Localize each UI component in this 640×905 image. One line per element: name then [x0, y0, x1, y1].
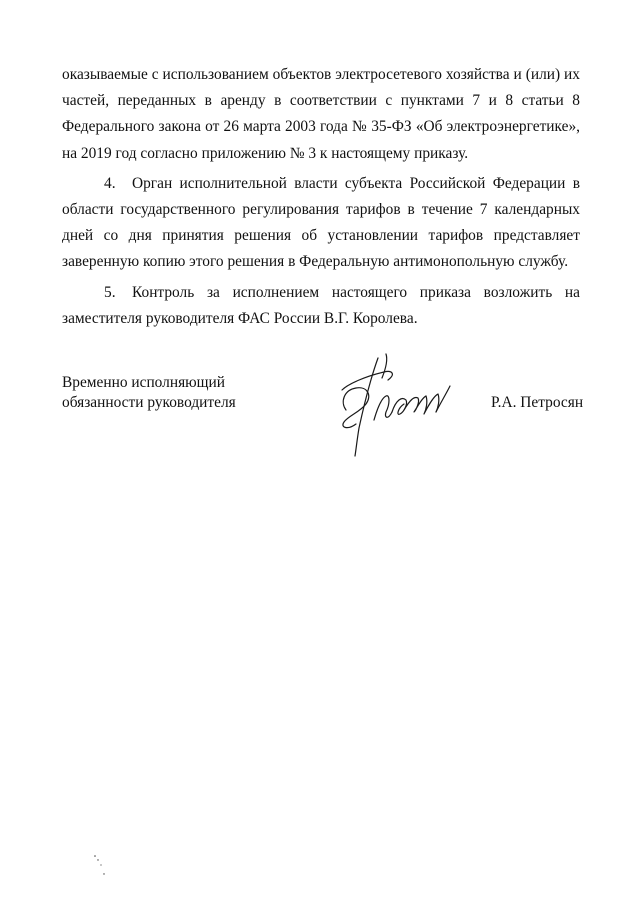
signatory-title [62, 373, 236, 413]
numbered-paragraph-4 [62, 171, 580, 276]
paragraph-text: Контроль за исполнением настоящего приказа возложить на заместителя руководителя ФАС России В.Г. Королева. [62, 283, 580, 327]
scan-specks [90, 850, 120, 880]
document-body [62, 62, 580, 332]
signatory-name: Р.А. Петросян [491, 394, 584, 411]
numbered-paragraph-5 [62, 280, 580, 332]
handwritten-signature [326, 350, 456, 460]
paragraph-text: Орган исполнительной власти субъекта Российской Федерации в области государственного регулирования тарифов в течение 7 календарных дней со дня принятия решения об установлении тарифов представляет заверенную копию этого решения в Федеральную антимонопольную службу. [62, 174, 580, 271]
paragraph-number: 4. [104, 174, 116, 192]
signatory-title-line-2: обязанности руководителя [62, 394, 236, 411]
paragraph-continued: оказываемые с использованием объектов электросетевого хозяйства и (или) их частей, переданных в аренду в соответствии с пунктами 7 и 8 статьи 8 Федерального закона от 26 марта 2003 года № 35-ФЗ «Об электроэнергетике», на 2019 год согласно приложению № 3 к настоящему приказу. [62, 66, 580, 162]
paragraph-number: 5. [104, 283, 116, 301]
signatory-title-line-1: Временно исполняющий [62, 374, 225, 391]
